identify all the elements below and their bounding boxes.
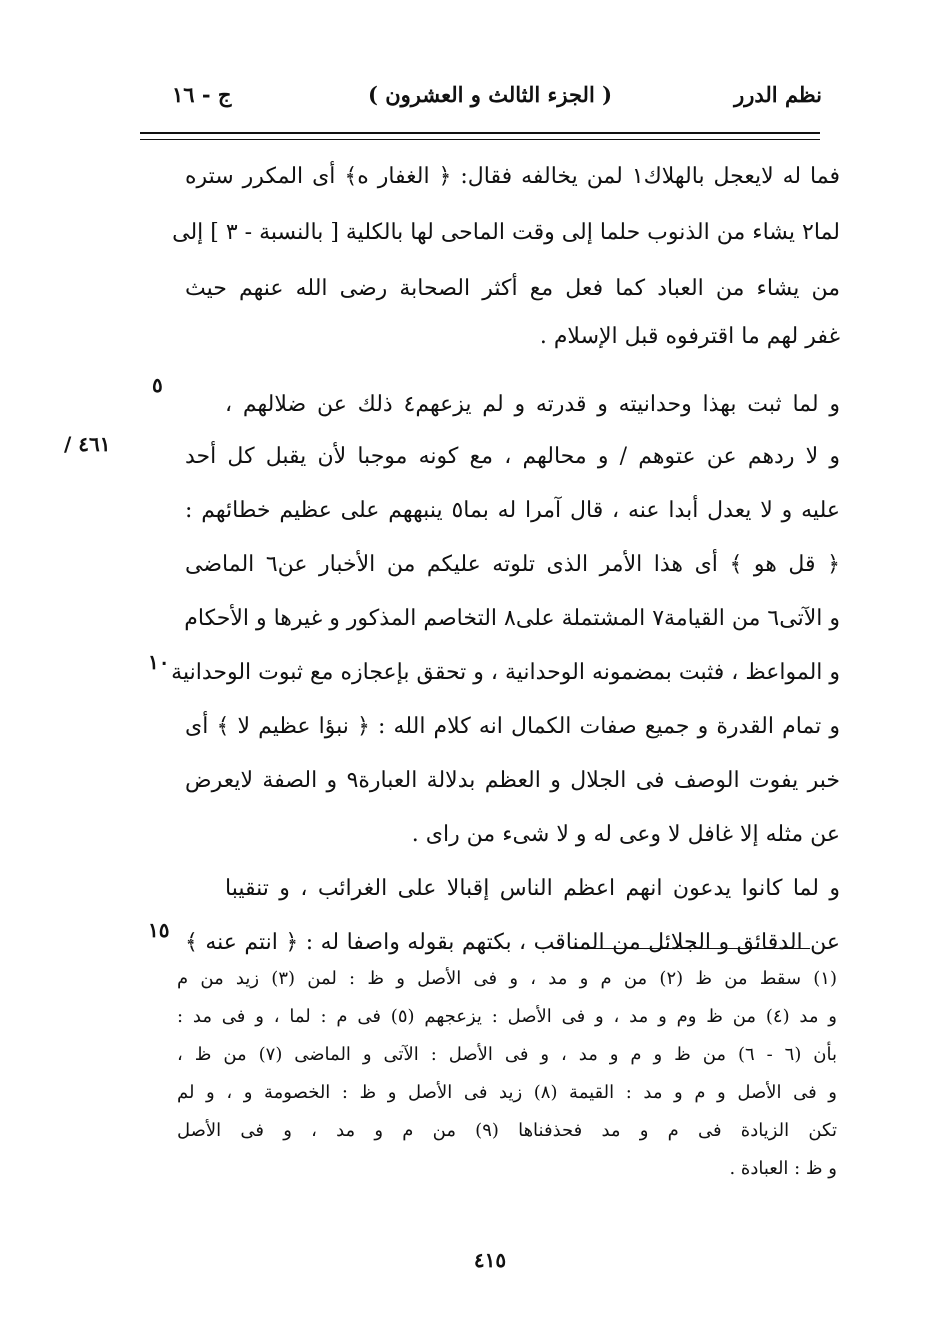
text-line: لما٢ يشاء من الذنوب حلما إلى وقت الماحى لها بالكلية [ بالنسبة - ٣ ] إلى bbox=[172, 220, 840, 245]
footnote-line: و ظ : العبادة . bbox=[729, 1158, 837, 1179]
text-line: ﴿ قل هو ﴾ أى هذا الأمر الذى تلوته عليكم من الأخبار عن٦ الماضى bbox=[185, 552, 841, 577]
header-rule bbox=[140, 132, 820, 134]
line-number: ١٥ bbox=[148, 918, 170, 942]
footnote-line: و مد (٤) من ظ وم و مد ، و فى الأصل : يزعجهم (٥) فى م : لما ، و فى مد : bbox=[177, 1006, 837, 1027]
text-line: من يشاء من العباد كما فعل مع أكثر الصحابة رضى الله عنهم حيث bbox=[185, 276, 840, 301]
volume-number: ج - ١٦ bbox=[172, 82, 232, 107]
text-line: خبر يفوت الوصف فى الجلال و العظم بدلالة العبارة٩ و الصفة لايعرض bbox=[185, 768, 840, 793]
text-line: و لما ثبت بهذا وحدانيته و قدرته و لم يزعهم٤ ذلك عن ضلالهم ، bbox=[225, 392, 840, 417]
text-line: عن الدقائق و الجلائل من المناقب ، بكتهم بقوله واصفا له : ﴿ انتم عنه ﴾ bbox=[185, 930, 840, 955]
text-line: عن مثله إلا غافل لا وعى له و لا شىء من راى . bbox=[411, 822, 840, 847]
footnote-line: (١) سقط من ظ (٢) من م و مد ، و فى الأصل و ظ : لمن (٣) زيد من م bbox=[177, 968, 837, 989]
text-line: و لما كانوا يدعون انهم اعظم الناس إقبالا على الغرائب ، و تنقيبا bbox=[225, 876, 840, 901]
footnote-rule bbox=[575, 948, 810, 949]
text-line: و المواعظ ، فثبت بمضمونه الوحدانية ، و تحقق بإعجازه مع ثبوت الوحدانية bbox=[171, 660, 840, 685]
text-line: عليه و لا يعدل أبدا عنه ، قال آمرا له بما٥ ينبههم على عظيم خطائهم : bbox=[185, 498, 840, 523]
line-number: ١٠ bbox=[148, 650, 170, 674]
text-line: و الآتى٦ من القيامة٧ المشتملة على٨ التخاصم المذكور و غيرها و الأحكام bbox=[184, 606, 840, 631]
page-number: ٤١٥ bbox=[473, 1248, 507, 1272]
line-number: ٥ bbox=[152, 373, 163, 397]
text-line: و لا ردهم عن عتوهم / و محالهم ، مع كونه موجبا لأن يقبل كل أحد bbox=[185, 444, 841, 469]
footnote-line: بأن (٦ - ٦) من ظ و م و مد ، و فى الأصل : الآتى و الماضى (٧) من ظ ، bbox=[177, 1044, 837, 1065]
footnote-line: و فى الأصل و م و مد : القيمة (٨) زيد فى الأصل و ظ : الخصومة و ، و لم bbox=[177, 1082, 837, 1103]
part-title: ( الجزء الثالث و العشرون ) bbox=[367, 82, 613, 107]
book-title: نظم الدرر bbox=[734, 82, 822, 107]
footnote-line: تكن الزيادة فى م و مد فحذفناها (٩) من م و مد ، و فى الأصل bbox=[177, 1120, 837, 1141]
margin-page-reference: ٤٦١ / bbox=[64, 432, 111, 456]
text-line: و تمام القدرة و جميع صفات الكمال انه كلام الله : ﴿ نبؤا عظيم لا ﴾ أى bbox=[185, 714, 840, 739]
text-line: غفر لهم ما اقترفوه قبل الإسلام . bbox=[539, 324, 840, 349]
text-line: فما له لايعجل بالهلاك١ لمن يخالفه فقال: ﴿ الغفار ه﴾ أى المكرر ستره bbox=[185, 164, 840, 189]
header-rule-thin bbox=[140, 139, 820, 140]
